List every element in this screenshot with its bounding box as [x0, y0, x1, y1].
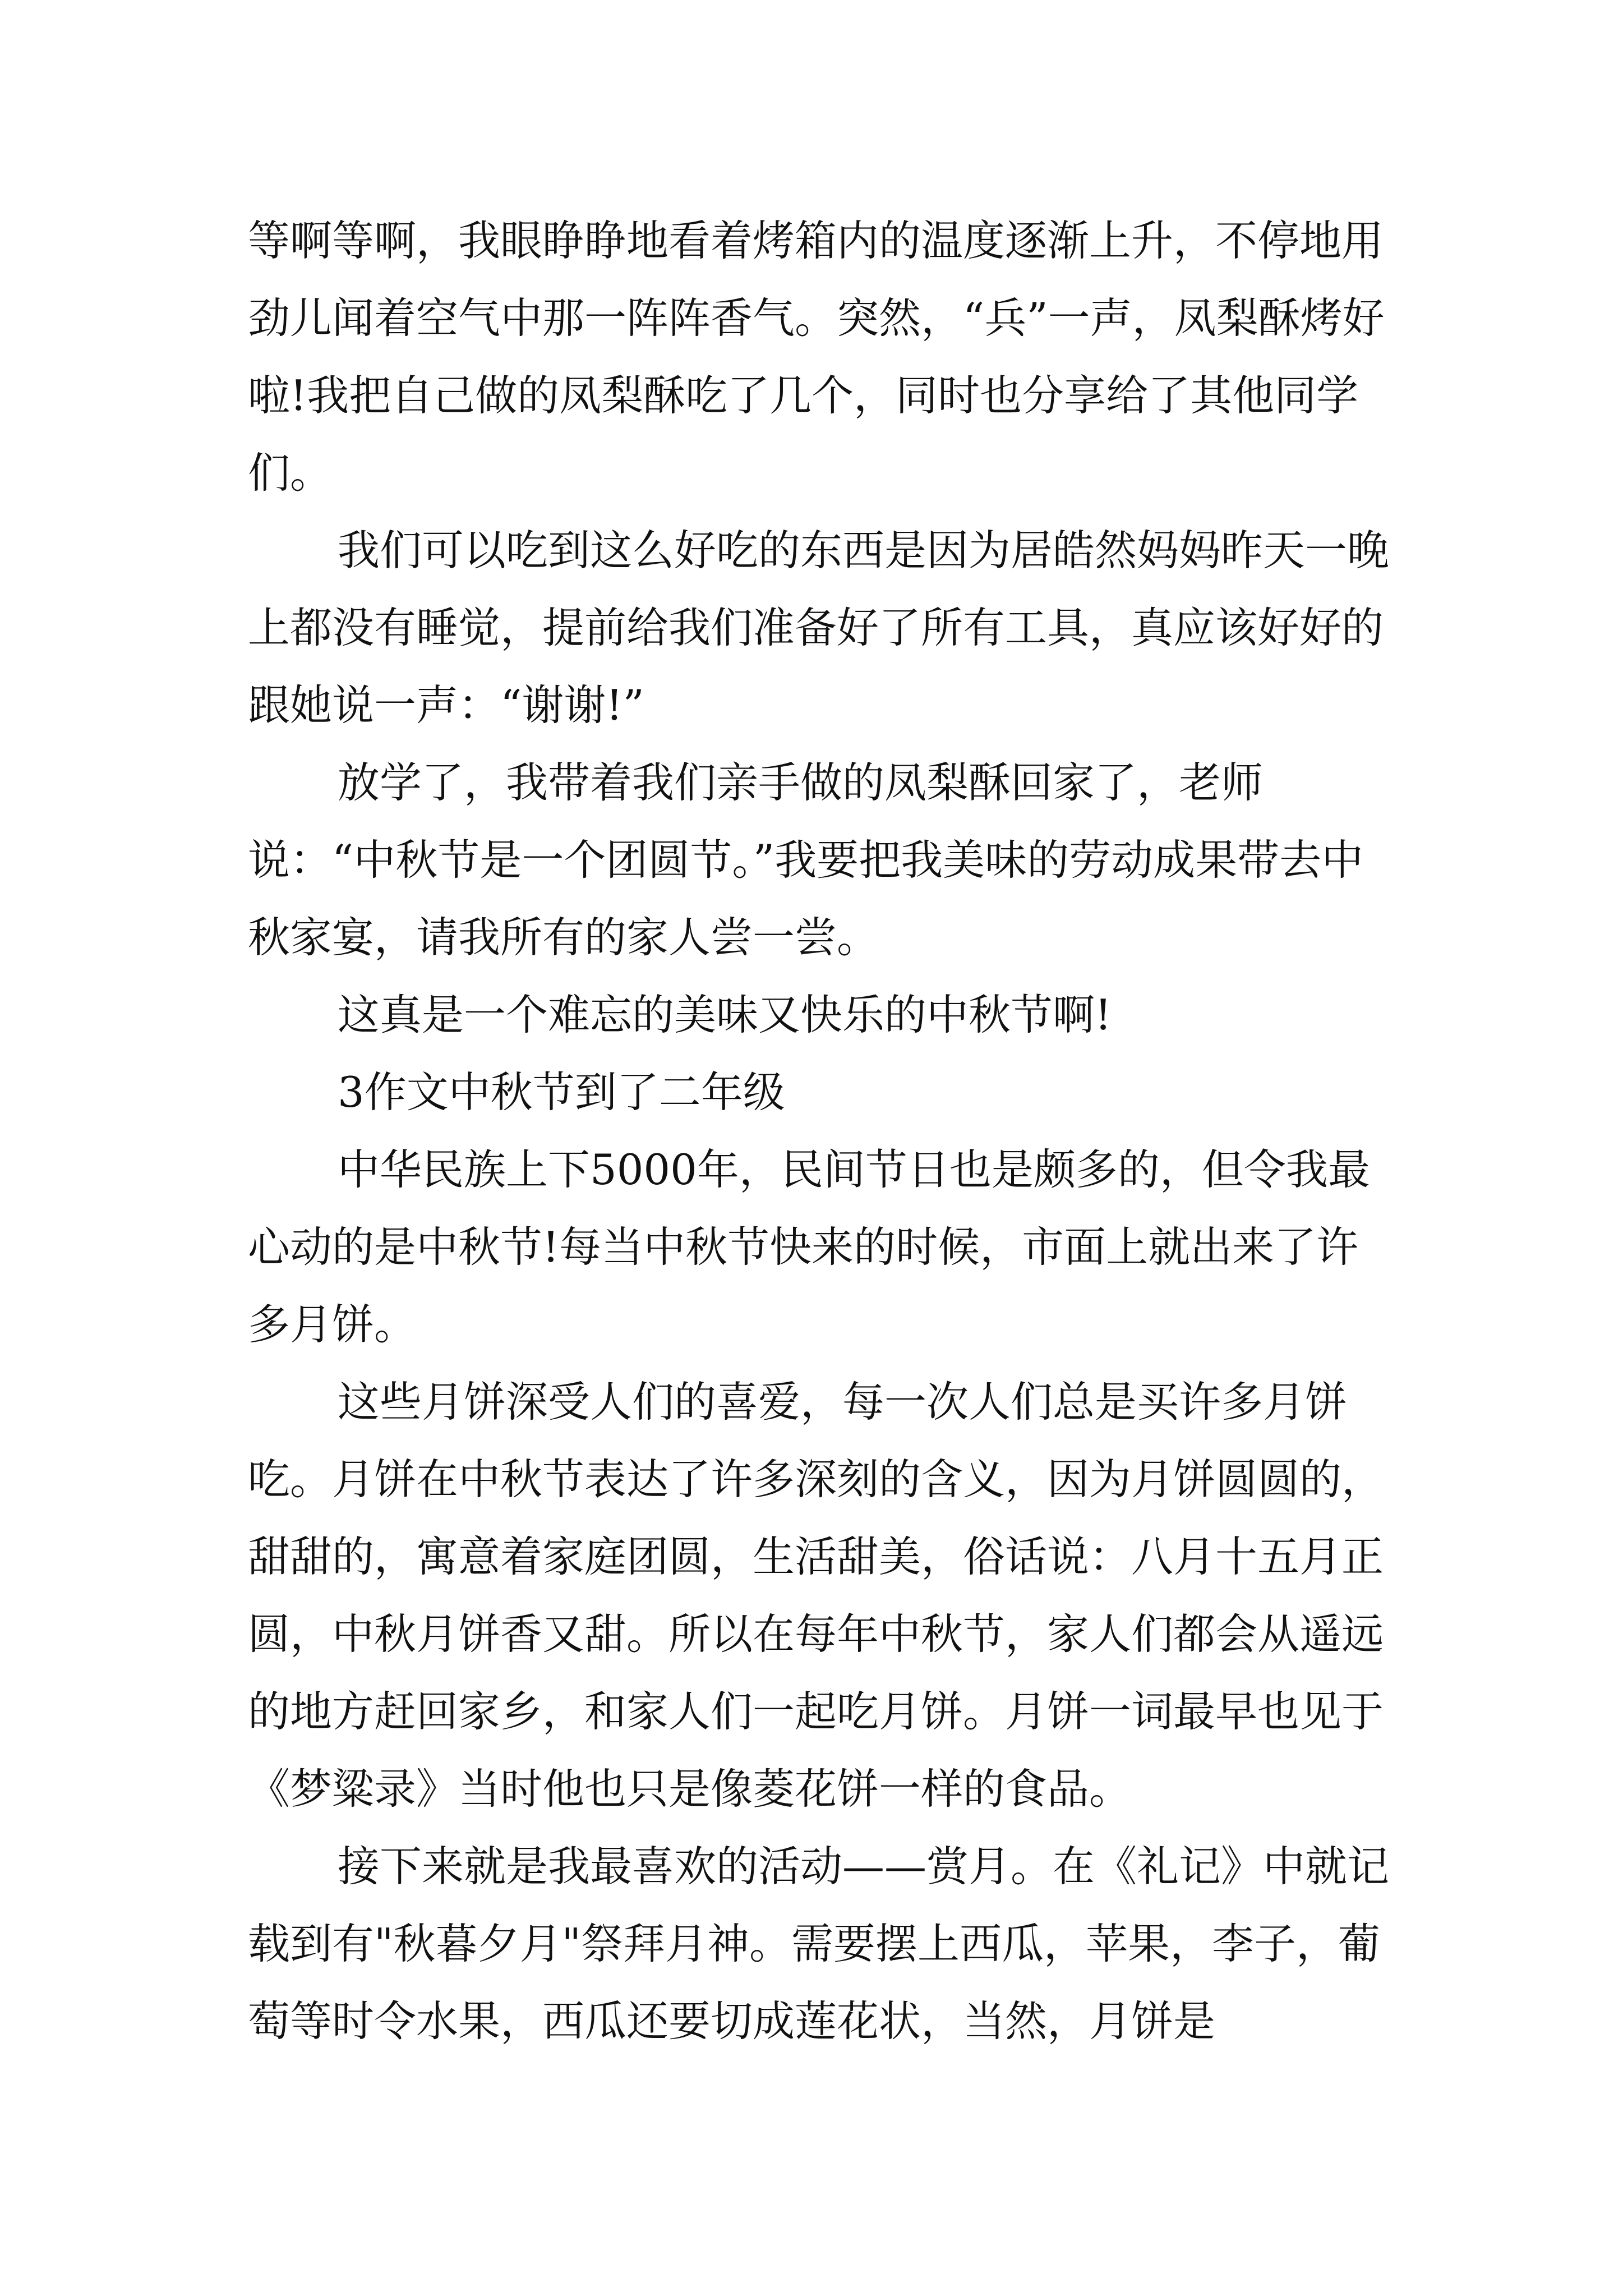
paragraph-5: 中华民族上下5000年，民间节日也是颇多的，但令我最心动的是中秋节!每当中秋节快来的时候，市面上就出来了许多月饼。 [248, 1145, 1370, 1349]
paragraph-3: 放学了，我带着我们亲手做的凤梨酥回家了，老师说：“中秋节是一个团圆节。”我要把我美味的劳动成果带去中秋家宴，请我所有的家人尝一尝。 [248, 758, 1364, 962]
paragraph-6: 这些月饼深受人们的喜爱，每一次人们总是买许多月饼吃。月饼在中秋节表达了许多深刻的含义，因为月饼圆圆的，甜甜的，寓意着家庭团圆，生活甜美，俗话说：八月十五月正圆，中秋月饼香又甜。所以在每年中秋节，家人们都会从遥远的地方赶回家乡，和家人们一起吃月饼。月饼一词最早也见于《梦粱录》当时他也只是像菱花饼一样的食品。 [248, 1377, 1384, 1814]
paragraph-2: 我们可以吃到这么好吃的东西是因为居皓然妈妈昨天一晚上都没有睡觉，提前给我们准备好了所有工具，真应该好好的跟她说一声：“谢谢!” [248, 526, 1390, 730]
paragraph-4: 这真是一个难忘的美味又快乐的中秋节啊! [338, 990, 1112, 1039]
document-body [248, 202, 1392, 2060]
paragraph-7: 接下来就是我最喜欢的活动——赏月。在《礼记》中就记载到有"秋暮夕月"祭拜月神。需要摆上西瓜，苹果，李子，葡萄等时令水果，西瓜还要切成莲花状，当然，月饼是 [248, 1842, 1390, 2046]
paragraph-1: 等啊等啊，我眼睁睁地看着烤箱内的温度逐渐上升，不停地用劲儿闻着空气中那一阵阵香气。突然，“兵”一声，凤梨酥烤好啦!我把自己做的凤梨酥吃了几个，同时也分享给了其他同学们。 [248, 216, 1385, 498]
section-heading: 3作文中秋节到了二年级 [338, 1068, 785, 1117]
